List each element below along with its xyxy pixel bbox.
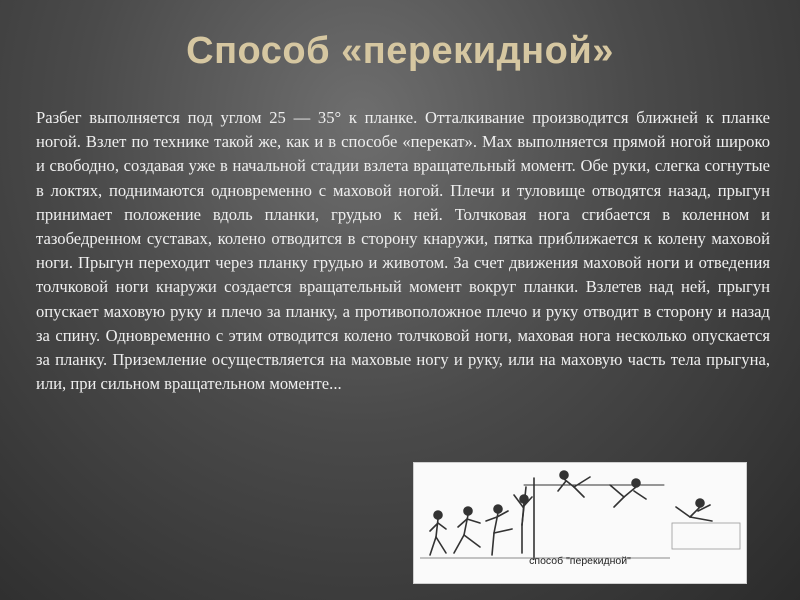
landing-pit <box>672 523 740 549</box>
figure-caption: способ "перекидной" <box>529 555 631 567</box>
technique-illustration <box>413 462 747 584</box>
slide-title: Способ «перекидной» <box>186 30 614 72</box>
body-paragraph: Разбег выполняется под углом 25 — 35° к планке. Отталкивание производится ближней к планке ногой. Взлет по технике такой же, как и в способе «перекат». Мах выполняется прямой ногой широко и свободно, создавая уже в начальной стадии взлета вращательный момент. Обе руки, слегка согнутые в локтях, поднимаются одновременно с маховой ногой. Плечи и туловище отводятся назад, прыгун принимает положение вдоль планки, грудью к ней. Толчковая нога сгибается в коленном и тазобедренном суставах, колено отводится в сторону кнаружи, пятка приближается к колену маховой ноги. Прыгун переходит через планку грудью и животом. За счет движения маховой ноги и отведения толчковой ноги кнаружи создается вращательный момент вокруг планки. Взлетев над ней, прыгун опускает маховую руку и плечо за планку, а противоположное плечо и руку отводит в сторону и назад за спину. Одновременно с этим отводится колено толчковой ноги, маховая нога несколько опускается за планку. Приземление осуществляется на маховые ногу и руку, или на маховую часть тела прыгуна, или, при сильном вращательном моменте... <box>36 108 770 394</box>
